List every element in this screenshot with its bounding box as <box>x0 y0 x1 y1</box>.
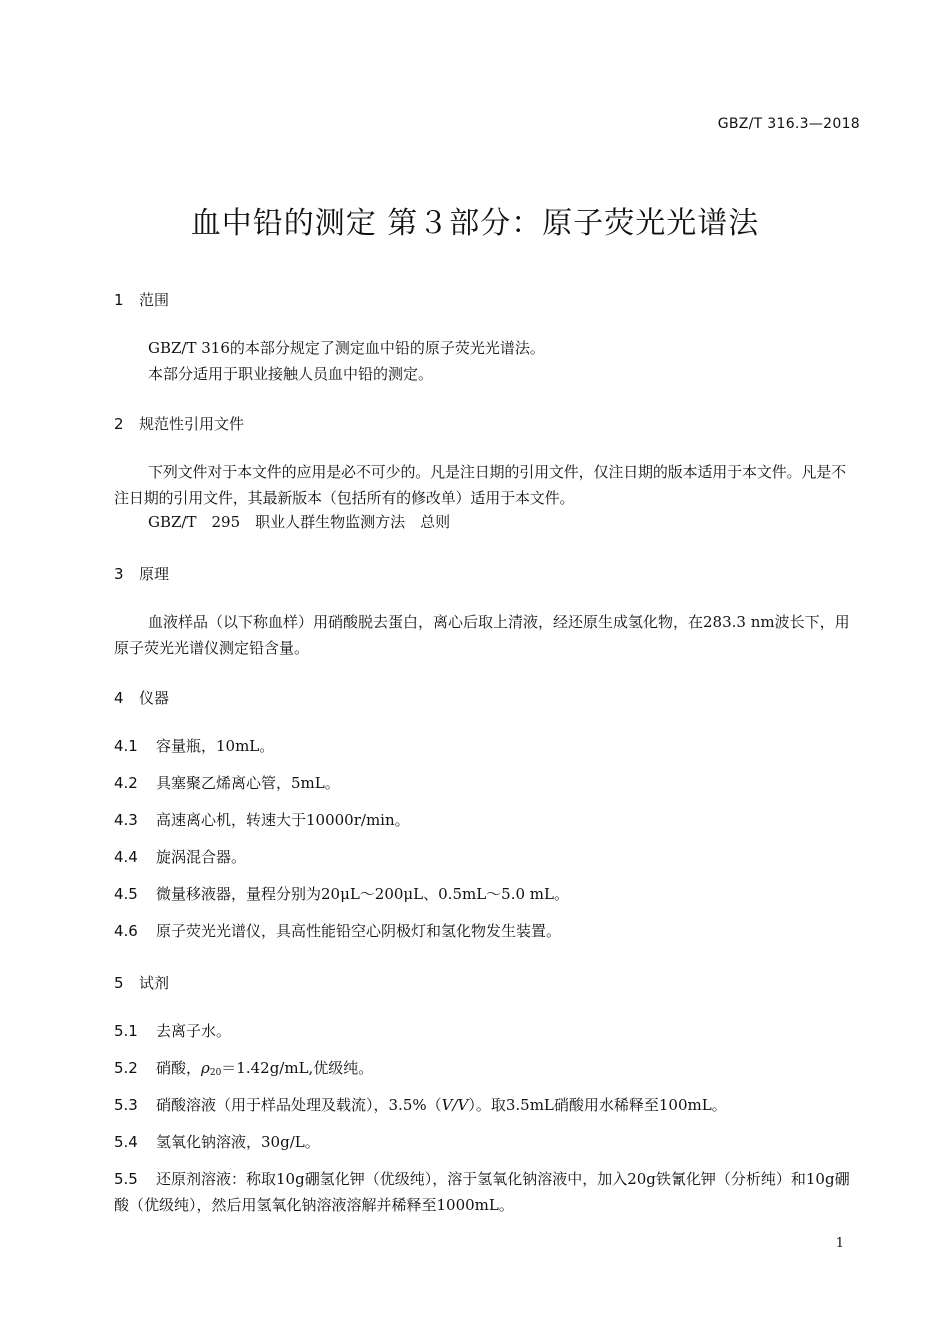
section-title: 范围 <box>139 291 170 309</box>
item-text: 高速离心机，转速大于10000r/min。 <box>156 811 410 829</box>
section-title: 规范性引用文件 <box>139 415 245 433</box>
item-number: 4.1 <box>114 737 138 755</box>
item-text: 还原剂溶液：称取10g硼氢化钾（优级纯），溶于氢氧化钠溶液中，加入20g铁氰化钾（分析纯）和10g硼酸（优级纯），然后用氢氧化钠溶液溶解并稀释至1000mL。 <box>114 1170 850 1214</box>
item-number: 4.5 <box>114 885 138 903</box>
item-text: 具塞聚乙烯离心管，5mL。 <box>156 774 340 792</box>
list-item <box>114 770 860 796</box>
section-heading-normative-references <box>114 413 244 434</box>
list-item <box>114 918 860 944</box>
section-title: 仪器 <box>139 689 170 707</box>
item-text-post: ＝1.42g/mL,优级纯。 <box>221 1059 374 1077</box>
section-number: 1 <box>114 291 124 309</box>
section-heading-scope <box>114 289 169 310</box>
list-item <box>114 1055 860 1086</box>
list-item <box>114 1166 860 1218</box>
section-heading-apparatus <box>114 687 169 708</box>
item-number: 5.4 <box>114 1133 138 1151</box>
item-text: 旋涡混合器。 <box>156 848 247 866</box>
item-number: 5.5 <box>114 1170 138 1188</box>
list-item <box>114 1018 860 1044</box>
list-item <box>114 1092 860 1118</box>
item-number: 4.6 <box>114 922 138 940</box>
paragraph: 血液样品（以下称血样）用硝酸脱去蛋白，离心后取上清液，经还原生成氢化物，在283.3 nm波长下，用原子荧光光谱仪测定铅含量。 <box>114 613 850 657</box>
list-item <box>114 881 860 907</box>
item-text: 容量瓶，10mL。 <box>156 737 275 755</box>
item-number: 4.3 <box>114 811 138 829</box>
page-number: 1 <box>835 1236 844 1251</box>
item-text-pre: 硝酸， <box>156 1059 202 1077</box>
volume-ratio: V/V <box>441 1096 469 1114</box>
list-item <box>114 844 860 870</box>
item-text: 氢氧化钠溶液，30g/L。 <box>156 1133 320 1151</box>
item-text-pre: 硝酸溶液（用于样品处理及载流），3.5%（ <box>156 1096 442 1114</box>
density-symbol: ρ <box>201 1059 210 1077</box>
section-number: 2 <box>114 415 124 433</box>
paragraph: GBZ/T 316的本部分规定了测定血中铅的原子荧光光谱法。 <box>148 339 545 357</box>
list-item <box>114 733 860 759</box>
list-item <box>114 1129 860 1155</box>
document-title: 血中铅的测定 第３部分：原子荧光光谱法 <box>190 206 760 241</box>
item-text: 微量移液器，量程分别为20μL～200μL、0.5mL～5.0 mL。 <box>156 885 569 903</box>
item-number: 4.2 <box>114 774 138 792</box>
paragraph: 本部分适用于职业接触人员血中铅的测定。 <box>148 365 434 383</box>
item-number: 5.3 <box>114 1096 138 1114</box>
list-item <box>114 807 860 833</box>
section-number: 5 <box>114 974 124 992</box>
reference-entry: GBZ/T 295 职业人群生物监测方法 总则 <box>148 513 451 531</box>
item-text-post: ）。取3.5mL硝酸用水稀释至100mL。 <box>468 1096 727 1114</box>
standard-number: GBZ/T 316.3—2018 <box>717 116 860 132</box>
section-number: 4 <box>114 689 124 707</box>
section-heading-principle <box>114 563 169 584</box>
section-heading-reagents <box>114 972 169 993</box>
item-number: 5.2 <box>114 1059 138 1077</box>
section-title: 原理 <box>139 565 170 583</box>
paragraph: 下列文件对于本文件的应用是必不可少的。凡是注日期的引用文件，仅注日期的版本适用于本文件。凡是不注日期的引用文件，其最新版本（包括所有的修改单）适用于本文件。 <box>114 463 846 507</box>
section-number: 3 <box>114 565 124 583</box>
section-title: 试剂 <box>139 974 170 992</box>
item-number: 5.1 <box>114 1022 138 1040</box>
item-text: 去离子水。 <box>156 1022 232 1040</box>
density-subscript: 20 <box>209 1068 222 1078</box>
item-text: 原子荧光光谱仪，具高性能铅空心阴极灯和氢化物发生装置。 <box>156 922 562 940</box>
item-number: 4.4 <box>114 848 138 866</box>
